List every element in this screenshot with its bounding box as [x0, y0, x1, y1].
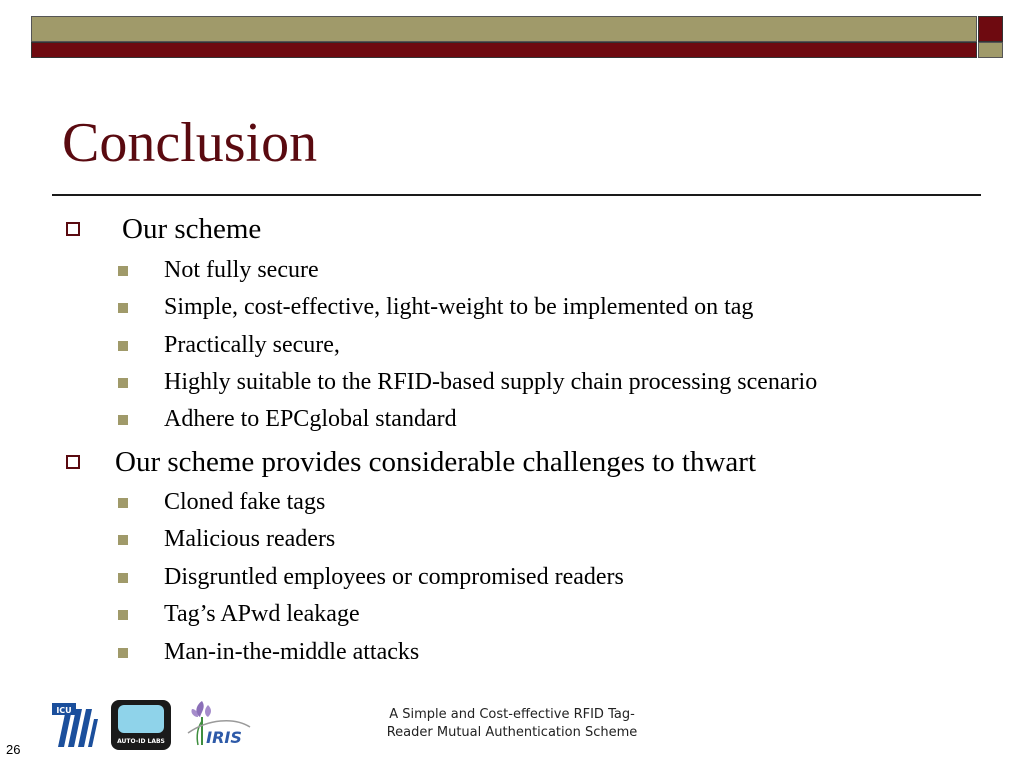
bullet-text: Our scheme: [122, 213, 262, 245]
bullet-point-challenges: [0, 445, 1024, 479]
square-bullet-icon: [118, 610, 128, 620]
slide-footer: [352, 706, 672, 742]
sub-bullet-text: Simple, cost-effective, light-weight to be implemented on tag: [164, 294, 754, 320]
sub-bullet-text: Malicious readers: [164, 526, 336, 552]
sub-bullet-text: Cloned fake tags: [164, 489, 326, 515]
square-bullet-icon: [118, 648, 128, 658]
sub-bullet-text: Not fully secure: [164, 257, 319, 283]
hollow-square-bullet-icon: [66, 455, 80, 469]
bullet-point-our-scheme: [0, 212, 1024, 246]
sub-bullet-text: Tag’s APwd leakage: [164, 601, 360, 627]
header-band-red: [31, 42, 977, 58]
header-square-olive: [978, 42, 1003, 58]
square-bullet-icon: [118, 378, 128, 388]
square-bullet-icon: [118, 341, 128, 351]
square-bullet-icon: [118, 303, 128, 313]
sub-bullet-text: Man-in-the-middle attacks: [164, 639, 420, 665]
iris-logo-text: IRIS: [206, 728, 242, 747]
square-bullet-icon: [118, 498, 128, 508]
sub-bullet-text: Adhere to EPCglobal standard: [164, 406, 457, 432]
header-band-olive: [31, 16, 977, 42]
bullet-text: Our scheme provides considerable challenges to thwart: [115, 446, 757, 478]
slide-title: Conclusion: [62, 112, 318, 174]
footer-line: Reader Mutual Authentication Scheme: [386, 725, 638, 740]
hollow-square-bullet-icon: [66, 222, 80, 236]
sub-bullet-text: Practically secure,: [164, 332, 340, 358]
icu-logo-text: ICU: [56, 706, 72, 715]
iris-logo: [178, 699, 252, 749]
auto-id-labs-logo: [110, 699, 172, 751]
square-bullet-icon: [118, 266, 128, 276]
footer-line: A Simple and Cost-effective RFID Tag-: [389, 707, 635, 722]
slide-number: 26: [6, 742, 21, 757]
title-divider: [52, 194, 981, 196]
square-bullet-icon: [118, 573, 128, 583]
square-bullet-icon: [118, 535, 128, 545]
sub-bullet-text: Highly suitable to the RFID-based supply chain processing scenario: [164, 369, 818, 395]
header-square-red: [978, 16, 1003, 42]
auto-id-labs-text: AUTO-ID LABS: [117, 738, 165, 745]
square-bullet-icon: [118, 415, 128, 425]
sub-bullet-text: Disgruntled employees or compromised readers: [164, 564, 624, 590]
icu-logo: [52, 703, 100, 749]
